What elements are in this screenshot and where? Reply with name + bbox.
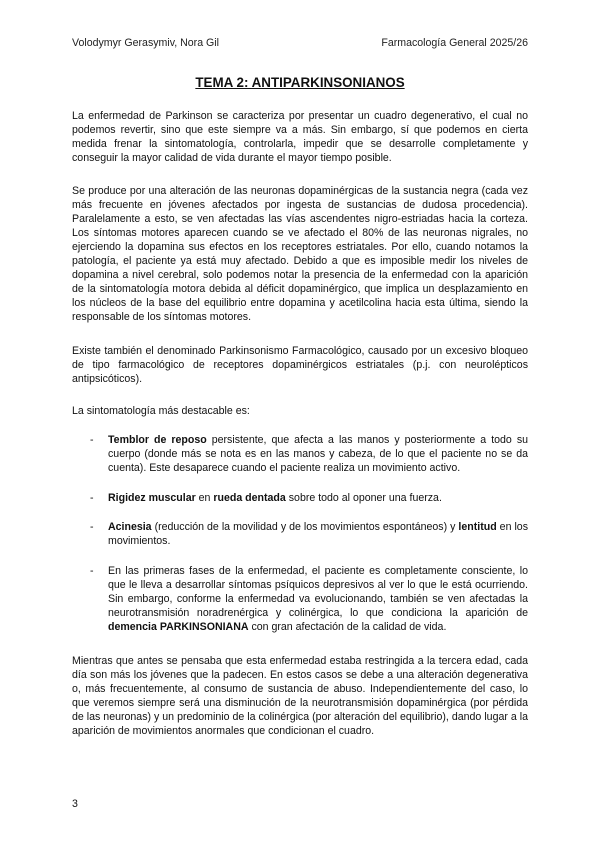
term-tremor: Temblor de reposo bbox=[108, 434, 207, 446]
list-item-dementia: - En las primeras fases de la enfermedad, el paciente es completamente consciente, lo que le lleva a desarrollar síntomas psíquicos depresivos al ver lo que le está ocurriendo. Sin embargo, conforme la enfermedad va evolucionando, también se ven afectadas la neurotransmisión noradrenérgica y colinérgica, lo que condiciona la aparición de demencia PARKINSONIANA con gran afectación de la calidad de vida. bbox=[90, 565, 528, 633]
header-authors: Volodymyr Gerasymiv, Nora Gil bbox=[72, 37, 219, 49]
list-item-tremor: - Temblor de reposo persistente, que afecta a las manos y posteriormente a todo su cuerpo (donde más se nota es en las manos y cabeza, de lo que el paciente no se da cuenta). Este desaparece cuando el paciente realiza un movimiento activo. bbox=[90, 434, 529, 474]
paragraph-pharmacological-parkinsonism: Existe también el denominado Parkinsonismo Farmacológico, causado por un excesivo bloqueo de tipo farmacológico de receptores dopaminérgicos estriatales (p.j. con neurolépticos antipsicóticos). bbox=[72, 345, 528, 385]
list-item-akinesia: - Acinesia (reducción de la movilidad y de los movimientos espontáneos) y lentitud en los movimientos. bbox=[90, 521, 528, 547]
term-dementia: demencia PARKINSONIANA bbox=[108, 621, 249, 633]
term-rigidity: Rigidez muscular bbox=[108, 492, 196, 504]
page-number: 3 bbox=[72, 798, 78, 810]
paragraph-young-patients: Mientras que antes se pensaba que esta enfermedad estaba restringida a la tercera edad, cada día son más los jóvenes que la padecen. En estos casos se debe a una alteración degenerativa o, más frecuentemente, al consumo de sustancia de abuso. Independientemente del caso, lo que veremos siempre será una disminución de la neurotransmisión dopaminérgica (por pérdida de las neuronas) y un predominio de la colinérgica (por alteración del equilibrio), dando lugar a la aparición de movimientos anormales que condicionan el cuadro. bbox=[72, 655, 528, 737]
list-item-rigidity: - Rigidez muscular en rueda dentada sobre todo al oponer una fuerza. bbox=[90, 492, 442, 504]
list-dash: - bbox=[90, 434, 94, 446]
header-course: Farmacología General 2025/26 bbox=[381, 37, 528, 49]
page-title: TEMA 2: ANTIPARKINSONIANOS bbox=[195, 75, 405, 90]
list-dash: - bbox=[90, 521, 94, 533]
list-dash: - bbox=[90, 565, 94, 577]
page-header bbox=[72, 37, 528, 51]
term-cogwheel: rueda dentada bbox=[213, 492, 286, 504]
paragraph-intro: La enfermedad de Parkinson se caracteriza por presentar un cuadro degenerativo, el cual no podemos revertir, sino que este siempre va a más. Sin embargo, sí que podemos en cierta medida frenar la sintomatología, controlarla, impedir que se desarrolle completamente y conseguir la mayor calidad de vida durante el mayor tiempo posible. bbox=[72, 110, 528, 164]
term-akinesia: Acinesia bbox=[108, 521, 152, 533]
term-slowness: lentitud bbox=[458, 521, 497, 533]
paragraph-symptoms-intro: La sintomatología más destacable es: bbox=[72, 405, 250, 417]
list-dash: - bbox=[90, 492, 94, 504]
paragraph-cause: Se produce por una alteración de las neuronas dopaminérgicas de la sustancia negra (cada vez más frecuente en jóvenes afectados por ingesta de sustancias de dudosa procedencia). Paralelamente a esto, se ven afectadas las vías ascendentes nigro-estriadas hacia la corteza. Los síntomas motores aparecen cuando se ve afectado el 80% de las neuronas nigrales, no ejerciendo la dopamina sus efectos en los receptores estriatales. Por ello, cuando notamos la patología, el paciente ya está muy afectado. Debido a que es imposible medir los niveles de dopamina a nivel cerebral, solo podemos notar la presencia de la enfermedad con la aparición de la sintomatología motora debida al déficit dopaminérgico, que implica un desplazamiento en los núcleos de la base del equilibrio entre dopamina y acetilcolina hacia esta última, siendo la responsable de los síntomas motores. bbox=[72, 185, 528, 323]
